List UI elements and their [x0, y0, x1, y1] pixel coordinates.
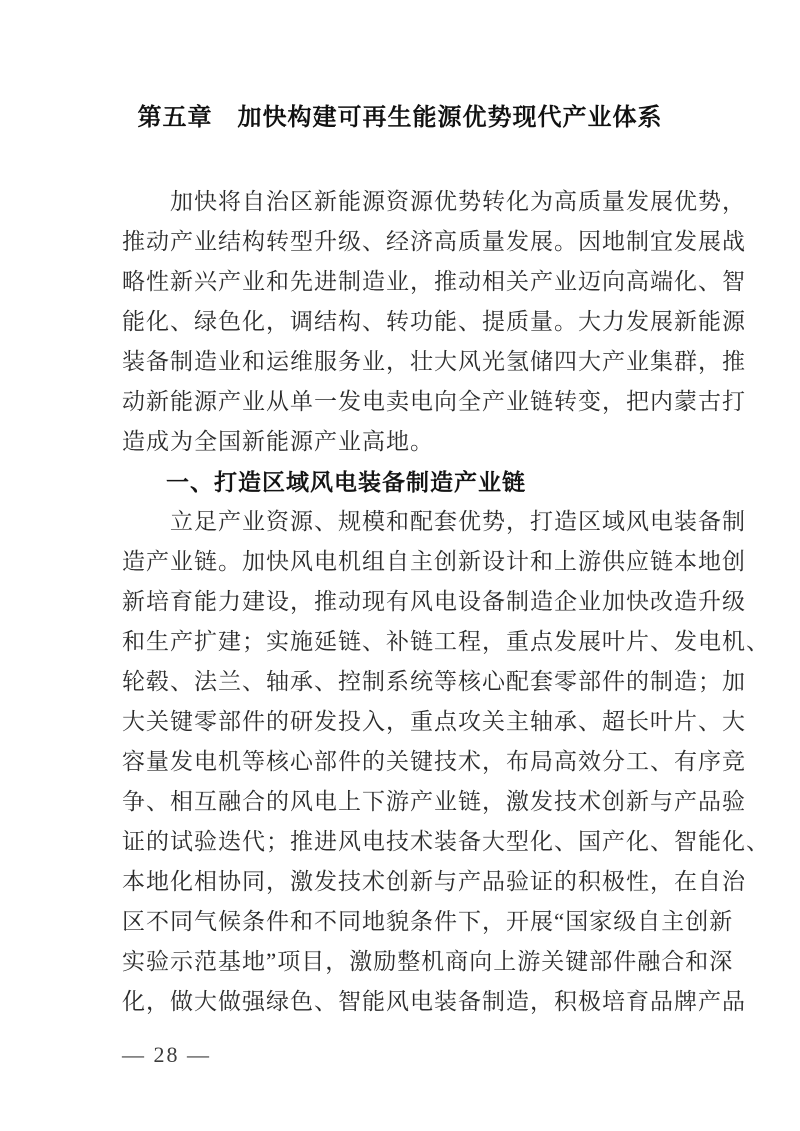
paragraph-intro [122, 182, 746, 462]
chapter-title: 第五章 加快构建可再生能源优势现代产业体系 [137, 104, 663, 131]
text-line: 本地化相协同，激发技术创新与产品验证的积极性，在自治 [122, 869, 746, 894]
text-line: 装备制造业和运维服务业，壮大风光氢储四大产业集群，推 [122, 349, 746, 374]
text-line: 造产业链。加快风电机组自主创新设计和上游供应链本地创 [122, 549, 746, 574]
text-line: 实验示范基地”项目，激励整机商向上游关键部件融合和深 [122, 949, 734, 974]
text-line: 推动产业结构转型升级、经济高质量发展。因地制宜发展战 [122, 229, 746, 254]
paragraph-section-1 [122, 502, 770, 1022]
document-body [122, 182, 770, 1022]
text-line: 略性新兴产业和先进制造业，推动相关产业迈向高端化、智 [122, 269, 746, 294]
text-line: 动新能源产业从单一发电卖电向全产业链转变，把内蒙古打 [122, 389, 746, 414]
text-line: 容量发电机等核心部件的关键技术，布局高效分工、有序竞 [122, 749, 746, 774]
text-line: 新培育能力建设，推动现有风电设备制造企业加快改造升级 [122, 589, 746, 614]
section-heading: 一、打造区域风电装备制造产业链 [166, 469, 526, 495]
text-line: 造成为全国新能源产业高地。 [122, 429, 434, 454]
text-line: 证的试验迭代；推进风电技术装备大型化、国产化、智能化、 [122, 829, 770, 854]
text-line: 和生产扩建；实施延链、补链工程，重点发展叶片、发电机、 [122, 629, 770, 654]
text-line: 轮毂、法兰、轴承、控制系统等核心配套零部件的制造；加 [122, 669, 746, 694]
text-line: 化，做大做强绿色、智能风电装备制造，积极培育品牌产品 [122, 989, 746, 1014]
page-number: — 28 — [122, 1042, 211, 1067]
text-line: 加快将自治区新能源资源优势转化为高质量发展优势， [170, 189, 746, 214]
text-line: 争、相互融合的风电上下游产业链，激发技术创新与产品验 [122, 789, 746, 814]
text-line: 大关键零部件的研发投入，重点攻关主轴承、超长叶片、大 [122, 709, 746, 734]
text-line: 能化、绿色化，调结构、转功能、提质量。大力发展新能源 [122, 309, 746, 334]
text-line: 立足产业资源、规模和配套优势，打造区域风电装备制 [170, 509, 746, 534]
text-line: 区不同气候条件和不同地貌条件下，开展“国家级自主创新 [122, 909, 734, 934]
